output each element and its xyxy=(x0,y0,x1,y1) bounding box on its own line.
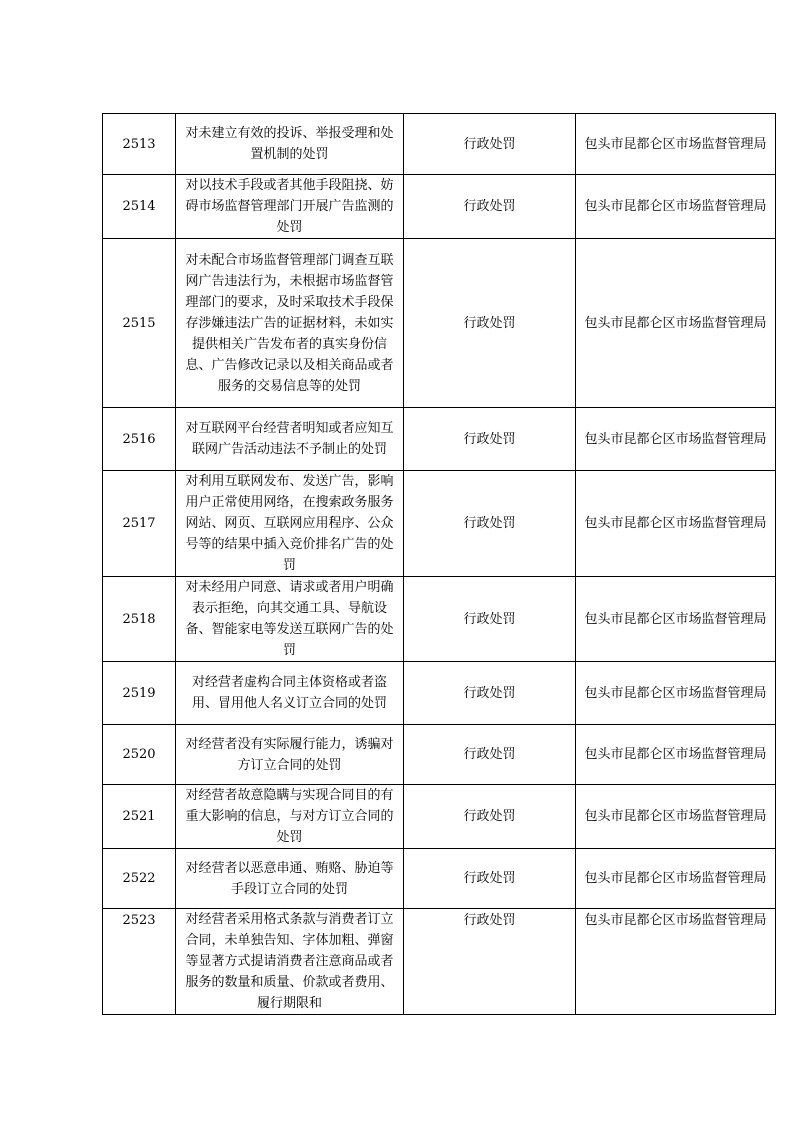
item-number: 2517 xyxy=(103,471,176,577)
item-category: 行政处罚 xyxy=(404,725,576,785)
table-row xyxy=(103,408,776,471)
item-authority: 包头市昆都仑区市场监督管理局 xyxy=(576,662,776,725)
item-category: 行政处罚 xyxy=(404,785,576,849)
table-row xyxy=(103,471,776,577)
item-matter: 对未经用户同意、请求或者用户明确表示拒绝，向其交通工具、导航设备、智能家电等发送互联网广告的处罚 xyxy=(176,577,404,662)
item-number: 2514 xyxy=(103,175,176,239)
table-row xyxy=(103,725,776,785)
table-row xyxy=(103,175,776,239)
item-category: 行政处罚 xyxy=(404,849,576,909)
item-number: 2519 xyxy=(103,662,176,725)
item-category: 行政处罚 xyxy=(404,239,576,408)
item-category: 行政处罚 xyxy=(404,471,576,577)
item-authority: 包头市昆都仑区市场监督管理局 xyxy=(576,577,776,662)
item-number: 2522 xyxy=(103,849,176,909)
item-authority: 包头市昆都仑区市场监督管理局 xyxy=(576,408,776,471)
item-number: 2521 xyxy=(103,785,176,849)
item-authority: 包头市昆都仑区市场监督管理局 xyxy=(576,175,776,239)
item-number: 2523 xyxy=(103,909,176,1015)
item-authority: 包头市昆都仑区市场监督管理局 xyxy=(576,909,776,1015)
item-matter: 对以技术手段或者其他手段阻挠、妨碍市场监督管理部门开展广告监测的处罚 xyxy=(176,175,404,239)
item-matter: 对经营者没有实际履行能力，诱骗对方订立合同的处罚 xyxy=(176,725,404,785)
item-category: 行政处罚 xyxy=(404,408,576,471)
item-category: 行政处罚 xyxy=(404,909,576,1015)
item-number: 2513 xyxy=(103,114,176,175)
item-authority: 包头市昆都仑区市场监督管理局 xyxy=(576,725,776,785)
table-row xyxy=(103,662,776,725)
item-category: 行政处罚 xyxy=(404,662,576,725)
item-matter: 对未建立有效的投诉、举报受理和处置机制的处罚 xyxy=(176,114,404,175)
item-matter: 对利用互联网发布、发送广告，影响用户正常使用网络，在搜索政务服务网站、网页、互联网应用程序、公众号等的结果中插入竞价排名广告的处罚 xyxy=(176,471,404,577)
item-matter: 对互联网平台经营者明知或者应知互联网广告活动违法不予制止的处罚 xyxy=(176,408,404,471)
item-authority: 包头市昆都仑区市场监督管理局 xyxy=(576,785,776,849)
item-matter: 对经营者故意隐瞒与实现合同目的有重大影响的信息，与对方订立合同的处罚 xyxy=(176,785,404,849)
table-row xyxy=(103,785,776,849)
item-number: 2516 xyxy=(103,408,176,471)
item-category: 行政处罚 xyxy=(404,577,576,662)
item-authority: 包头市昆都仑区市场监督管理局 xyxy=(576,471,776,577)
table-row xyxy=(103,239,776,408)
item-authority: 包头市昆都仑区市场监督管理局 xyxy=(576,239,776,408)
item-authority: 包头市昆都仑区市场监督管理局 xyxy=(576,114,776,175)
item-number: 2520 xyxy=(103,725,176,785)
item-number: 2518 xyxy=(103,577,176,662)
item-matter: 对经营者虚构合同主体资格或者盗用、冒用他人名义订立合同的处罚 xyxy=(176,662,404,725)
item-category: 行政处罚 xyxy=(404,114,576,175)
item-authority: 包头市昆都仑区市场监督管理局 xyxy=(576,849,776,909)
item-category: 行政处罚 xyxy=(404,175,576,239)
table-row xyxy=(103,577,776,662)
item-matter: 对未配合市场监督管理部门调查互联网广告违法行为，未根据市场监督管理部门的要求，及时采取技术手段保存涉嫌违法广告的证据材料，未如实提供相关广告发布者的真实身份信息、广告修改记录以及相关商品或者服务的交易信息等的处罚 xyxy=(176,239,404,408)
table-row xyxy=(103,849,776,909)
item-matter: 对经营者采用格式条款与消费者订立合同，未单独告知、字体加粗、弹窗等显著方式提请消费者注意商品或者服务的数量和质量、价款或者费用、履行期限和 xyxy=(176,909,404,1015)
table-row xyxy=(103,114,776,175)
table-row xyxy=(103,909,776,1015)
power-list-table xyxy=(102,113,776,1015)
item-number: 2515 xyxy=(103,239,176,408)
item-matter: 对经营者以恶意串通、贿赂、胁迫等手段订立合同的处罚 xyxy=(176,849,404,909)
